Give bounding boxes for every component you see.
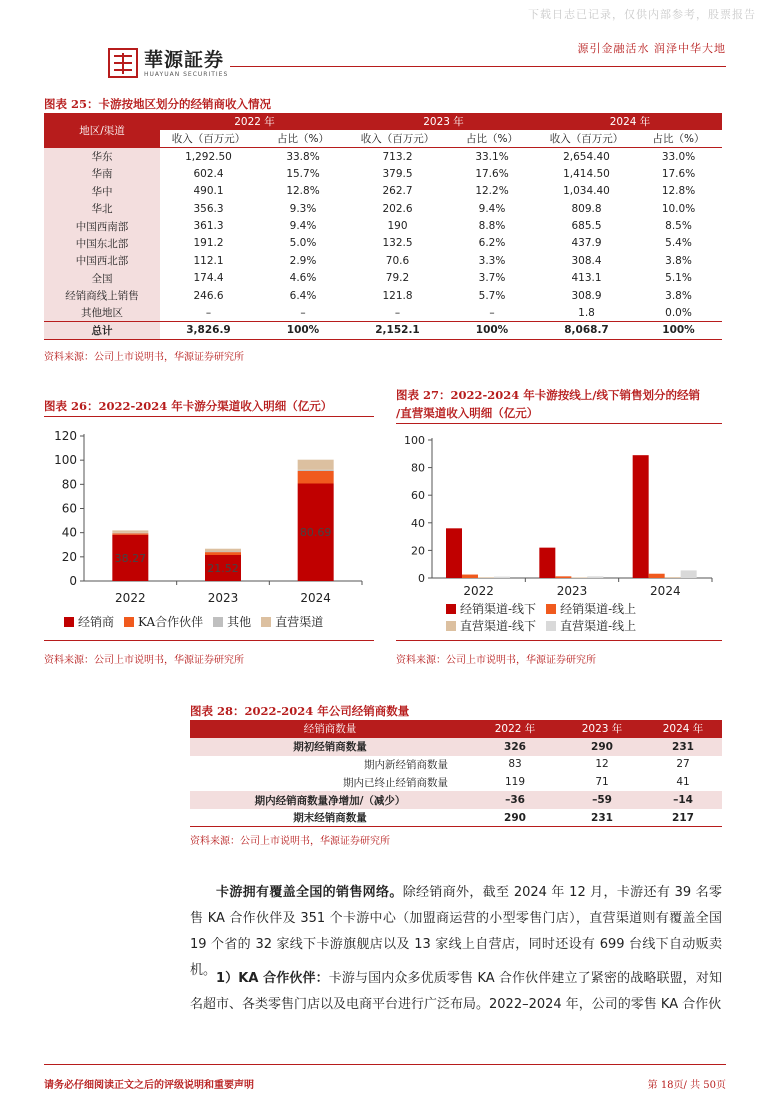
- col-header: 2023 年: [560, 720, 644, 738]
- y-tick-label: 100: [54, 453, 77, 468]
- cell: 33.8%: [286, 150, 320, 163]
- cell: 9.4%: [478, 202, 506, 215]
- cell: 246.6: [193, 289, 224, 302]
- cell: 33.0%: [661, 150, 696, 163]
- bar: [633, 455, 649, 578]
- cell: 3.8%: [665, 254, 692, 267]
- y-tick-label: 100: [404, 434, 425, 447]
- bar: [462, 575, 478, 578]
- data-label: 80.69: [299, 526, 332, 540]
- fig27-chart: [396, 428, 722, 600]
- bar: [478, 577, 494, 578]
- y-tick-label: 60: [411, 489, 425, 503]
- cell: 602.4: [193, 167, 224, 180]
- bar-segment: [205, 551, 241, 552]
- bar: [681, 570, 697, 578]
- cell: 4.6%: [289, 272, 317, 285]
- fig28-table: [190, 720, 722, 827]
- cell: 0.0%: [665, 306, 692, 319]
- cell: 356.3: [193, 202, 224, 215]
- legend-swatch: [446, 621, 456, 631]
- cell: 6.4%: [289, 289, 317, 302]
- row-label: 期初经销商数量: [190, 738, 470, 756]
- cell: 5.7%: [478, 289, 506, 302]
- fig26-legend: [64, 613, 384, 630]
- col-header: 2024 年: [644, 720, 722, 738]
- cell: 8.5%: [665, 220, 692, 233]
- y-tick-label: 0: [69, 574, 77, 588]
- region-name: 中国东北部: [44, 235, 160, 252]
- region-name: 全国: [44, 270, 160, 287]
- fig27-title-rule: [396, 423, 722, 424]
- cell: 290: [470, 809, 560, 827]
- year-header: 2024 年: [538, 113, 722, 130]
- fig26-chart: [44, 424, 374, 609]
- cell: 809.8: [571, 202, 602, 215]
- sub-header-revenue: 收入（百万元）: [538, 130, 635, 147]
- legend-swatch: [446, 604, 456, 614]
- col-header: 经销商数量: [190, 720, 470, 738]
- cell: 79.2: [385, 272, 410, 285]
- table-row: [44, 287, 722, 304]
- sub-header-revenue: 收入（百万元）: [349, 130, 446, 147]
- cell: 6.2%: [478, 237, 506, 250]
- row-label: 期内新经销商数量: [364, 758, 448, 771]
- fig26-bottom-rule: [44, 640, 374, 641]
- logo-name-cn: 華源証券: [144, 48, 225, 71]
- fig25-title: 图表 25：卡游按地区划分的经销商收入情况: [44, 97, 272, 111]
- cell: –: [205, 306, 212, 319]
- cell: 12.8%: [661, 185, 696, 198]
- legend-item: [446, 600, 536, 617]
- region-name: 华东: [44, 148, 160, 165]
- legend-label: KA合作伙伴: [138, 615, 204, 629]
- y-tick-label: 20: [61, 549, 77, 564]
- bar: [494, 577, 510, 578]
- cell: 217: [644, 809, 722, 827]
- company-logo: [108, 48, 228, 78]
- cell: 437.9: [571, 237, 602, 250]
- cell: 3,826.9: [160, 322, 257, 339]
- header-divider: [230, 66, 726, 67]
- fig26-title-rule: [44, 416, 374, 417]
- slogan: 源引金融活水 润泽中华大地: [577, 42, 726, 55]
- bar: [571, 577, 587, 578]
- legend-item: [546, 600, 636, 617]
- table-row: [44, 252, 722, 269]
- cell: 3.3%: [478, 254, 506, 267]
- watermark: 下载日志已记录，仅供内部参考，股票报告: [528, 8, 756, 21]
- cell: –: [300, 306, 306, 319]
- fig28-source: 资料来源：公司上市说明书，华源证券研究所: [190, 836, 390, 847]
- table-row: [44, 148, 722, 165]
- x-tick-label: 2023: [207, 591, 239, 605]
- cell: 1,034.40: [563, 185, 610, 198]
- row-label: 期内已终止经销商数量: [343, 776, 448, 789]
- legend-label: 直营渠道: [275, 615, 324, 629]
- x-tick-label: 2023: [556, 584, 588, 598]
- footer-divider: [44, 1064, 726, 1065]
- data-label: 21.52: [207, 561, 239, 575]
- bar-segment: [298, 460, 334, 470]
- cell: 1,292.50: [185, 150, 232, 163]
- logo-name-en: HUAYUAN SECURITIES: [144, 70, 229, 78]
- cell: 713.2: [382, 150, 413, 163]
- bar-segment: [298, 470, 334, 471]
- legend-swatch: [64, 617, 74, 627]
- legend-label: 其他: [227, 615, 252, 629]
- fig25-source: 资料来源：公司上市说明书，华源证券研究所: [44, 352, 244, 363]
- y-tick-label: 80: [411, 461, 425, 475]
- cell: 308.9: [571, 289, 602, 302]
- cell: 100%: [257, 322, 349, 339]
- cell: 685.5: [571, 220, 602, 233]
- table-row: [44, 200, 722, 217]
- legend-label: 直营渠道-线上: [560, 619, 637, 633]
- cell: 17.6%: [661, 167, 696, 180]
- region-name: 中国西南部: [44, 217, 160, 234]
- cell: –14: [644, 791, 722, 809]
- cell: 191.2: [193, 237, 224, 250]
- cell: 190: [387, 220, 408, 233]
- legend-label: 直营渠道-线下: [460, 619, 537, 633]
- bar-segment: [205, 552, 241, 555]
- cell: 132.5: [382, 237, 413, 250]
- cell: 2.9%: [289, 254, 317, 267]
- page-number: 第 18页/ 共 50页: [647, 1080, 726, 1091]
- y-tick-label: 0: [418, 572, 425, 585]
- cell: 71: [595, 776, 609, 789]
- table-row: [44, 235, 722, 252]
- bar: [539, 548, 555, 578]
- legend-item: [446, 617, 536, 634]
- bar-segment: [298, 471, 334, 484]
- sub-header-share: 占比（%）: [446, 130, 538, 147]
- cell: 379.5: [382, 167, 413, 180]
- region-name: 华北: [44, 200, 160, 217]
- cell: 290: [560, 738, 644, 756]
- cell: 12.2%: [475, 185, 509, 198]
- cell: 490.1: [193, 185, 224, 198]
- cell: 121.8: [382, 289, 413, 302]
- bar: [555, 576, 571, 578]
- cell: 12.8%: [286, 185, 320, 198]
- cell: 326: [470, 738, 560, 756]
- legend-label: 经销渠道-线上: [560, 602, 637, 616]
- fig27-source: 资料来源：公司上市说明书，华源证券研究所: [396, 655, 596, 666]
- cell: 413.1: [571, 272, 602, 285]
- y-tick-label: 120: [54, 429, 77, 443]
- table-row: [44, 304, 722, 321]
- fig27-title-line2: /直营渠道收入明细（亿元）: [396, 406, 539, 420]
- sub-header-share: 占比（%）: [635, 130, 722, 147]
- cell: 8,068.7: [538, 322, 635, 339]
- cell: 33.1%: [475, 150, 509, 163]
- cell: 1.8: [578, 306, 595, 319]
- sub-header-share: 占比（%）: [257, 130, 349, 147]
- cell: 174.4: [193, 272, 224, 285]
- cell: 2,152.1: [349, 322, 446, 339]
- paragraph-text: 卡游与国内众多优质零售 KA 合作伙伴建立了紧密的战略联盟，对知名超市、各类零售门店以及电商平台进行广泛布局。2022–2024 年，公司的零售 KA 合作伙: [190, 971, 722, 1012]
- cell: 3.8%: [665, 289, 692, 302]
- table-row: [44, 217, 722, 234]
- cell: –: [489, 306, 495, 319]
- data-label: 38.27: [114, 551, 147, 565]
- region-name: 中国西北部: [44, 252, 160, 269]
- fig27-title-line1: 图表 27：2022-2024 年卡游按线上/线下销售划分的经销: [396, 388, 700, 402]
- cell: 15.7%: [286, 167, 320, 180]
- cell: 119: [504, 776, 526, 789]
- legend-item: [124, 613, 203, 630]
- cell: 5.1%: [665, 272, 692, 285]
- bar: [665, 577, 681, 578]
- total-row: [44, 322, 722, 339]
- table-row: [44, 270, 722, 287]
- cell: 361.3: [193, 220, 224, 233]
- footer-disclaimer: 请务必仔细阅读正文之后的评级说明和重要声明: [44, 1080, 254, 1091]
- cell: 5.4%: [665, 237, 692, 250]
- paragraph-text: 除经销商外，截至 2024 年 12 月，卡游还有 39 名零售 KA 合作伙伴及 351 个卡游中心（加盟商运营的小型零售门店），直营渠道则有覆盖全国 19 个省的 32 家线下卡游旗舰店以及 13 家线上自营店，同时还设有 699 台线下自动贩卖机。: [190, 885, 722, 978]
- cell: 3.7%: [478, 272, 506, 285]
- cell: 83: [508, 758, 522, 771]
- row-label: 期内经销商数量净增加/（减少）: [190, 791, 470, 809]
- y-tick-label: 80: [61, 477, 77, 492]
- cell: 262.7: [382, 185, 413, 198]
- legend-item: [261, 613, 323, 630]
- cell: 112.1: [193, 254, 224, 267]
- cell: –: [394, 306, 401, 319]
- cell: 231: [644, 738, 722, 756]
- table-row: [44, 165, 722, 182]
- col-region-header: 地区/渠道: [44, 113, 160, 148]
- cell: 41: [676, 776, 690, 789]
- region-name: 华南: [44, 165, 160, 182]
- cell: 27: [676, 758, 690, 771]
- y-tick-label: 40: [61, 525, 77, 540]
- bar: [446, 528, 462, 578]
- row-label: 期末经销商数量: [190, 809, 470, 827]
- table-row: [44, 183, 722, 200]
- cell: 2,654.40: [563, 150, 610, 163]
- x-tick-label: 2022: [115, 591, 146, 605]
- cell: 100%: [446, 322, 538, 339]
- region-name: 经销商线上销售: [44, 287, 160, 304]
- y-tick-label: 40: [411, 516, 425, 530]
- legend-item: [213, 613, 251, 630]
- legend-swatch: [261, 617, 271, 627]
- cell: 12: [595, 758, 609, 771]
- cell: 17.6%: [475, 167, 509, 180]
- fig25-table: [44, 113, 722, 340]
- x-tick-label: 2022: [463, 584, 494, 598]
- bar: [649, 574, 665, 578]
- body-paragraph-2: [190, 966, 722, 1018]
- cell: 9.3%: [289, 202, 317, 215]
- cell: 231: [560, 809, 644, 827]
- x-tick-label: 2024: [300, 591, 331, 605]
- col-header: 2022 年: [470, 720, 560, 738]
- fig28-title: 图表 28：2022-2024 年公司经销商数量: [190, 704, 410, 718]
- bar-segment: [112, 533, 148, 534]
- year-header: 2022 年: [160, 113, 349, 130]
- fig27-bottom-rule: [396, 640, 722, 641]
- legend-swatch: [124, 617, 134, 627]
- cell: 100%: [635, 322, 722, 339]
- region-name: 其他地区: [44, 304, 160, 321]
- bar-segment: [205, 549, 241, 552]
- cell: 1,414.50: [563, 167, 610, 180]
- cell: –36: [470, 791, 560, 809]
- logo-seal-icon: [108, 48, 138, 78]
- cell: 10.0%: [661, 202, 696, 215]
- fig26-title: 图表 26：2022-2024 年卡游分渠道收入明细（亿元）: [44, 399, 333, 413]
- paragraph-lead: 1）KA 合作伙伴：: [216, 971, 329, 986]
- region-name: 总计: [44, 322, 160, 339]
- sub-header-revenue: 收入（百万元）: [160, 130, 257, 147]
- y-tick-label: 60: [61, 501, 77, 516]
- year-header: 2023 年: [349, 113, 538, 130]
- legend-item: [64, 613, 114, 630]
- region-name: 华中: [44, 183, 160, 200]
- cell: 8.8%: [478, 220, 506, 233]
- legend-swatch: [546, 604, 556, 614]
- x-tick-label: 2024: [650, 584, 681, 598]
- legend-label: 经销商: [78, 615, 115, 629]
- cell: 308.4: [571, 254, 602, 267]
- legend-label: 经销渠道-线下: [460, 602, 537, 616]
- fig27-legend: [446, 600, 726, 634]
- bar-segment: [112, 530, 148, 532]
- y-tick-label: 20: [411, 544, 425, 558]
- bar: [587, 576, 603, 578]
- legend-swatch: [213, 617, 223, 627]
- legend-item: [546, 617, 636, 634]
- cell: 202.6: [382, 202, 413, 215]
- paragraph-lead: 卡游拥有覆盖全国的销售网络。: [216, 885, 403, 900]
- cell: –59: [560, 791, 644, 809]
- legend-swatch: [546, 621, 556, 631]
- cell: 70.6: [385, 254, 410, 267]
- fig26-source: 资料来源：公司上市说明书，华源证券研究所: [44, 655, 244, 666]
- cell: 5.0%: [289, 237, 317, 250]
- cell: 9.4%: [289, 220, 317, 233]
